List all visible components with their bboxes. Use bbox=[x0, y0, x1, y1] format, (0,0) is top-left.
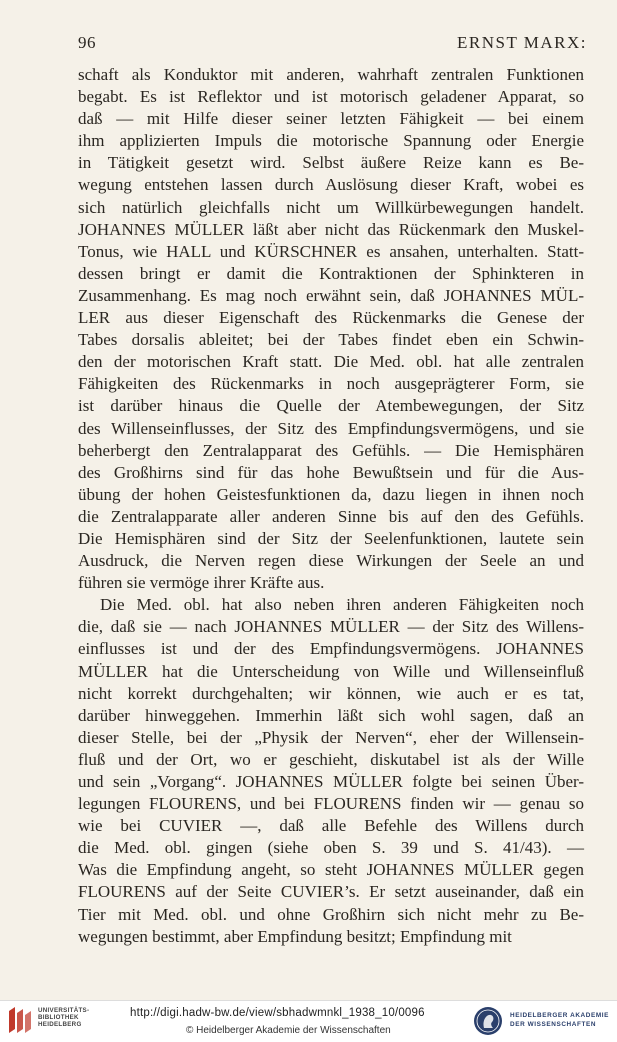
text-line: dessen bringt er damit die Kontraktionen der Sphinkteren in bbox=[78, 263, 584, 283]
text-line: den der motorischen Kraft statt. Die Med. obl. hat alle zentralen bbox=[78, 352, 584, 372]
text-line: LER aus dieser Eigenschaft des Rückenmarks die Genese der bbox=[78, 308, 584, 328]
text-line: begabt. Es ist Reflektor und ist motorisch geladener Apparat, so bbox=[78, 87, 584, 107]
copyright-notice: © Heidelberger Akademie der Wissenschaften bbox=[186, 1025, 391, 1036]
text-line: Tier mit Med. obl. und ohne Großhirn sich nicht mehr zu Be- bbox=[78, 904, 584, 924]
text-line: ist darüber hinaus die Quelle der Atembewegungen, der Sitz bbox=[78, 396, 584, 416]
text-line: Die Hemisphären sind der Sitz der Seelenfunktionen, lautete sein bbox=[78, 528, 584, 548]
text-line: führen sie vermöge ihrer Kräfte aus. bbox=[78, 573, 325, 593]
text-line: legungen FLOURENS, und bei FLOURENS finden wir — genau so bbox=[78, 794, 584, 814]
running-title: ERNST MARX: bbox=[456, 33, 587, 52]
text-line: Tonus, wie HALL und KÜRSCHNER es ansahen, unterhalten. Statt- bbox=[78, 241, 584, 261]
academy-name: HEIDELBERGER AKADEMIE DER WISSENSCHAFTEN bbox=[510, 1012, 609, 1028]
text-line: übung der hohen Geistesfunktionen da, dazu liegen in ihnen noch bbox=[78, 484, 584, 504]
text-line: in Tätigkeit gesetzt wird. Selbst äußere Reize kann es Be- bbox=[78, 153, 584, 173]
text-line: die Med. obl. gingen (siehe oben S. 39 und S. 41/43). — bbox=[78, 838, 584, 858]
text-line: fluß und der Ort, wo er geschieht, diskutabel ist als der Wille bbox=[78, 749, 584, 769]
text-line: wegungen bestimmt, aber Empfindung besitzt; Empfindung mit bbox=[78, 926, 512, 946]
text-line: wegung entstehen lassen durch Auslösung dieser Kraft, wobei es bbox=[78, 175, 584, 195]
text-line: daß — mit Hilfe dieser seiner letzten Fähigkeit — bei einem bbox=[78, 109, 584, 129]
text-line: einflusses ist und der des Empfindungsvermögens. JOHANNES bbox=[78, 639, 584, 659]
text-line: Zusammenhang. Es mag noch erwähnt sein, daß JOHANNES MÜL- bbox=[78, 285, 584, 305]
body-text bbox=[78, 64, 584, 948]
library-name: UNIVERSITÄTS- BIBLIOTHEK HEIDELBERG bbox=[38, 1007, 90, 1029]
text-line: JOHANNES MÜLLER läßt aber nicht das Rückenmark den Muskel- bbox=[78, 219, 584, 239]
footer-bar bbox=[0, 1000, 617, 1042]
text-line: MÜLLER hat die Unterscheidung von Wille und Willenseinfluß bbox=[78, 661, 584, 681]
text-line: ihm applizierten Impuls die motorische Spannung oder Energie bbox=[78, 131, 584, 151]
document-url-link[interactable]: http://digi.hadw-bw.de/view/sbhadwmnkl_1938_10/0096 bbox=[130, 1007, 425, 1019]
text-line: beherbergt den Zentralapparat des Gefühls. — Die Hemisphären bbox=[78, 440, 584, 460]
text-line: und sein „Vorgang“. JOHANNES MÜLLER folgte bei seinen Über- bbox=[78, 772, 584, 791]
text-line: Die Med. obl. hat also neben ihren anderen Fähigkeiten noch bbox=[100, 595, 584, 615]
text-line: nicht korrekt durchgehalten; wir können, wie auch er es tat, bbox=[78, 683, 584, 703]
university-library-logo-icon bbox=[6, 1005, 34, 1035]
text-line: Tabes dorsalis ableitet; bei der Tabes findet eben ein Schwin- bbox=[78, 330, 584, 350]
text-line: dieser Stelle, bei der „Physik der Nerven“, eher der Willensein- bbox=[78, 727, 584, 747]
academy-seal-icon bbox=[473, 1006, 503, 1036]
text-line: Ausdruck, die Nerven regen diese Wirkungen der Seele an und bbox=[78, 551, 584, 571]
page-number: 96 bbox=[78, 33, 96, 52]
text-line: des Großhirns sind für das hohe Bewußtsein und für die Aus- bbox=[78, 462, 584, 482]
text-line: Was die Empfindung angeht, so steht JOHANNES MÜLLER gegen bbox=[78, 860, 584, 880]
text-line: wie bei CUVIER —, daß alle Befehle des Willens durch bbox=[78, 816, 584, 836]
text-line: darüber hinweggehen. Immerhin läßt sich wohl sagen, daß an bbox=[78, 705, 584, 725]
text-line: des Willenseinflusses, der Sitz des Empfindungsvermögens, und sie bbox=[78, 418, 584, 438]
text-line: schaft als Konduktor mit anderen, wahrhaft zentralen Funktionen bbox=[78, 65, 584, 84]
text-line: FLOURENS auf der Seite CUVIER’s. Er setzt auseinander, daß ein bbox=[78, 882, 584, 902]
page-header bbox=[78, 33, 587, 57]
text-line: sich natürlich gleichfalls nicht um Willkürbewegungen handelt. bbox=[78, 197, 584, 217]
text-line: die, daß sie — nach JOHANNES MÜLLER — der Sitz des Willens- bbox=[78, 617, 584, 637]
text-line: Fähigkeiten des Rückenmarks in noch ausgeprägterer Form, sie bbox=[78, 374, 584, 394]
text-line: die Zentralapparate aller anderen Sinne bis auf den des Gefühls. bbox=[78, 506, 584, 526]
